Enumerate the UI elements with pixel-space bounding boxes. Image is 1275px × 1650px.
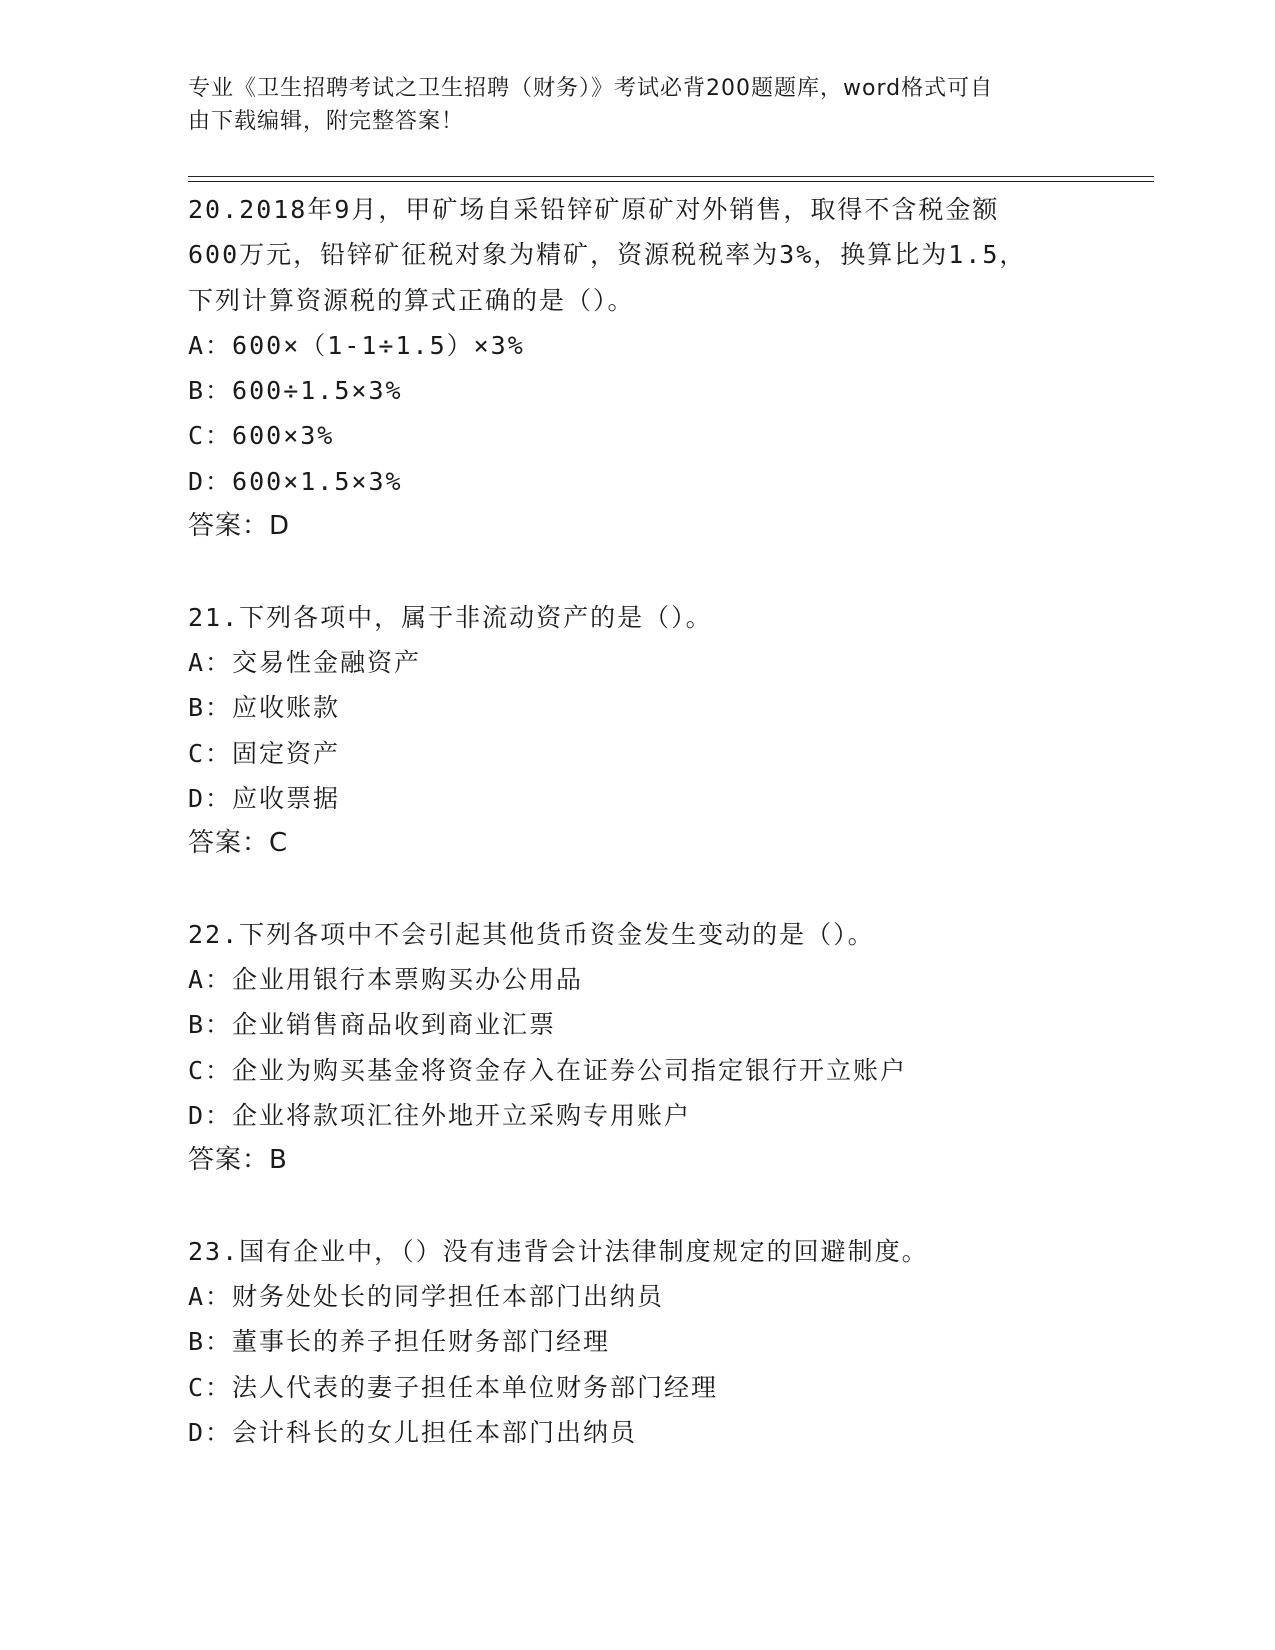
option-b: B：董事长的养子担任财务部门经理 — [188, 1327, 611, 1357]
question-stem-line: 21.下列各项中，属于非流动资产的是（）。 — [188, 602, 713, 632]
answer: 答案：C — [188, 828, 289, 859]
question-spacer — [188, 866, 1088, 911]
option-d: D：600×1.5×3% — [188, 466, 403, 496]
document-header — [188, 72, 1068, 138]
question-stem-line: 下列计算资源税的算式正确的是（）。 — [188, 285, 635, 315]
question-stem-line: 600万元，铅锌矿征税对象为精矿，资源税税率为3%，换算比为1.5， — [188, 240, 1027, 270]
option-d: D：会计科长的女儿担任本部门出纳员 — [188, 1418, 638, 1448]
question-20 — [188, 187, 1088, 549]
answer: 答案：B — [188, 1145, 288, 1176]
option-c: C：600×3% — [188, 421, 335, 451]
option-b: B：600÷1.5×3% — [188, 376, 403, 406]
header-divider-bottom — [188, 181, 1154, 182]
option-a: A：财务处处长的同学担任本部门出纳员 — [188, 1282, 665, 1312]
option-c: C：法人代表的妻子担任本单位财务部门经理 — [188, 1372, 719, 1402]
option-c: C：固定资产 — [188, 738, 341, 768]
question-23 — [188, 1229, 1088, 1455]
question-list — [188, 187, 1088, 1455]
header-title-line-2: 由下载编辑，附完整答案！ — [188, 109, 465, 134]
question-stem-line: 22.下列各项中不会引起其他货币资金发生变动的是（）。 — [188, 919, 875, 949]
option-a: A：企业用银行本票购买办公用品 — [188, 965, 584, 995]
question-22 — [188, 912, 1088, 1184]
question-21 — [188, 595, 1088, 867]
option-c: C：企业为购买基金将资金存入在证券公司指定银行开立账户 — [188, 1055, 908, 1085]
option-d: D：应收票据 — [188, 783, 341, 813]
question-stem-line: 23.国有企业中，（）没有违背会计法律制度规定的回避制度。 — [188, 1236, 929, 1266]
header-title-line-1: 专业《卫生招聘考试之卫生招聘（财务）》考试必背200题题库，word格式可自 — [188, 76, 994, 101]
option-d: D：企业将款项汇往外地开立采购专用账户 — [188, 1100, 692, 1130]
option-a: A：交易性金融资产 — [188, 647, 422, 677]
answer: 答案：D — [188, 511, 291, 542]
question-stem-line: 20.2018年9月，甲矿场自采铅锌矿原矿对外销售，取得不含税金额 — [188, 195, 1000, 224]
option-b: B：企业销售商品收到商业汇票 — [188, 1010, 557, 1040]
question-spacer — [188, 1184, 1088, 1229]
option-b: B：应收账款 — [188, 693, 341, 723]
header-divider-top — [188, 176, 1154, 177]
option-a: A：600×（1-1÷1.5）×3% — [188, 330, 525, 360]
question-spacer — [188, 549, 1088, 594]
